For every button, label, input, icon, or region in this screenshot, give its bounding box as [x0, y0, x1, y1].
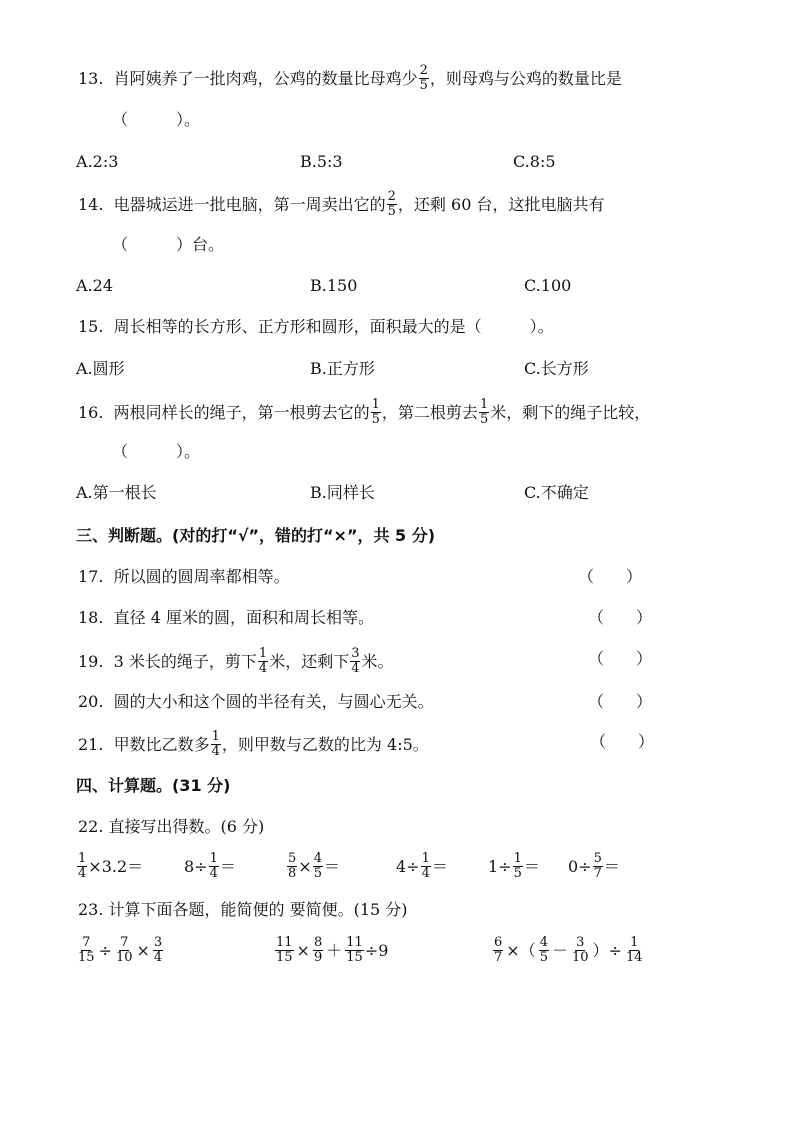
question-text: ，第二根剪去 [381, 402, 478, 422]
question-number: 13. [78, 68, 104, 88]
fraction: $\frac{1}{5}$ [479, 397, 489, 427]
answer-paren: （ ） [590, 732, 655, 751]
fraction: $\frac{3}{4}$ [351, 646, 360, 676]
answer-paren: （ ） [578, 567, 643, 586]
option-c: C.8:5 [513, 152, 556, 171]
question-text: 两根同样长的绳子，第一根剪去它的 [113, 402, 370, 422]
question-text: ，则母鸡与公鸡的数量比是 [429, 68, 622, 88]
option-b: B.5:3 [300, 152, 343, 171]
question-text: 肖阿姨养了一批肉鸡，公鸡的数量比母鸡少 [113, 68, 418, 88]
fraction: $\frac{2}{5}$ [387, 189, 396, 219]
expression-2: 8÷ $\frac{1}{4}$ ＝ [184, 851, 236, 881]
fraction: $\frac{1}{5}$ [371, 397, 380, 427]
answer-blank: （ ）。 [112, 442, 201, 461]
answer-blank: （ ）台。 [112, 235, 225, 254]
question-21: 21. 甲数比乙数多 $\frac{1}{4}$ ，则甲数与乙数的比为 4:5。 [78, 729, 429, 759]
question-23-label: 23. 计算下面各题，能简便的 要简便。(15 分) [78, 900, 408, 919]
question-text: 电器城运进一批电脑，第一周卖出它的 [113, 194, 386, 214]
expression-5: 1÷ $\frac{1}{5}$ ＝ [488, 851, 540, 881]
question-16 [78, 398, 650, 427]
question-number: 14. [78, 194, 104, 214]
question-22-label: 22. 直接写出得数。(6 分) [78, 817, 265, 836]
question-18: 18. 直径 4 厘米的圆，面积和周长相等。 [78, 608, 374, 627]
question-text: ，还剩 60 台，这批电脑共有 [397, 194, 605, 214]
option-a: A.第一根长 [76, 483, 157, 502]
option-b: B.150 [310, 276, 358, 295]
question-17: 17. 所以圆的圆周率都相等。 [78, 567, 290, 586]
option-a: A.圆形 [76, 359, 125, 378]
answer-paren: （ ） [588, 692, 653, 711]
question-number: 15. [78, 317, 104, 336]
expression-4: 4÷ $\frac{1}{4}$ ＝ [396, 851, 448, 881]
option-b: B.正方形 [310, 359, 375, 378]
fraction: $\frac{2}{5}$ [419, 63, 428, 93]
expression-6: 0÷ $\frac{5}{7}$ ＝ [568, 851, 620, 881]
calculation-1: $\frac{7}{15}$ ÷ $\frac{7}{10}$ × $\frac{3}{4}$ [78, 935, 163, 965]
section-title-calculation: 四、计算题。(31 分) [76, 776, 231, 795]
question-13 [78, 64, 622, 93]
calculation-3: $\frac{6}{7}$ ×（ $\frac{4}{5}$ － $\frac{3}{10}$ ）÷ $\frac{1}{14}$ [494, 935, 643, 965]
question-19: 19. 3 米长的绳子，剪下 $\frac{1}{4}$ 米，还剩下 $\frac{3}{4}$ 米。 [78, 646, 394, 676]
option-c: C.100 [524, 276, 572, 295]
option-a: A.24 [76, 276, 113, 295]
question-15 [78, 315, 554, 339]
question-text: 周长相等的长方形、正方形和圆形，面积最大的是（ ）。 [113, 317, 554, 336]
fraction: $\frac{1}{4}$ [211, 729, 220, 759]
option-b: B.同样长 [310, 483, 375, 502]
question-14 [78, 190, 604, 219]
fraction: $\frac{1}{4}$ [258, 646, 268, 676]
option-c: C.不确定 [524, 483, 589, 502]
question-20: 20. 圆的大小和这个圆的半径有关，与圆心无关。 [78, 692, 434, 711]
question-number: 16. [78, 402, 104, 422]
option-c: C.长方形 [524, 359, 589, 378]
question-text: 米，剩下的绳子比较， [490, 402, 651, 422]
answer-paren: （ ） [588, 608, 653, 627]
section-title-judgement: 三、判断题。(对的打“√”，错的打“×”，共 5 分) [76, 526, 436, 545]
expression-3: $\frac{5}{8}$ × $\frac{4}{5}$ ＝ [288, 851, 340, 881]
answer-paren: （ ） [588, 649, 653, 668]
answer-blank: （ ）。 [112, 110, 201, 129]
option-a: A.2:3 [76, 152, 119, 171]
expression-1: $\frac{1}{4}$ ×3.2＝ [78, 851, 144, 881]
calculation-2: $\frac{11}{15}$ × $\frac{8}{9}$ ＋ $\frac{11}{15}$ ÷9 [276, 935, 389, 965]
